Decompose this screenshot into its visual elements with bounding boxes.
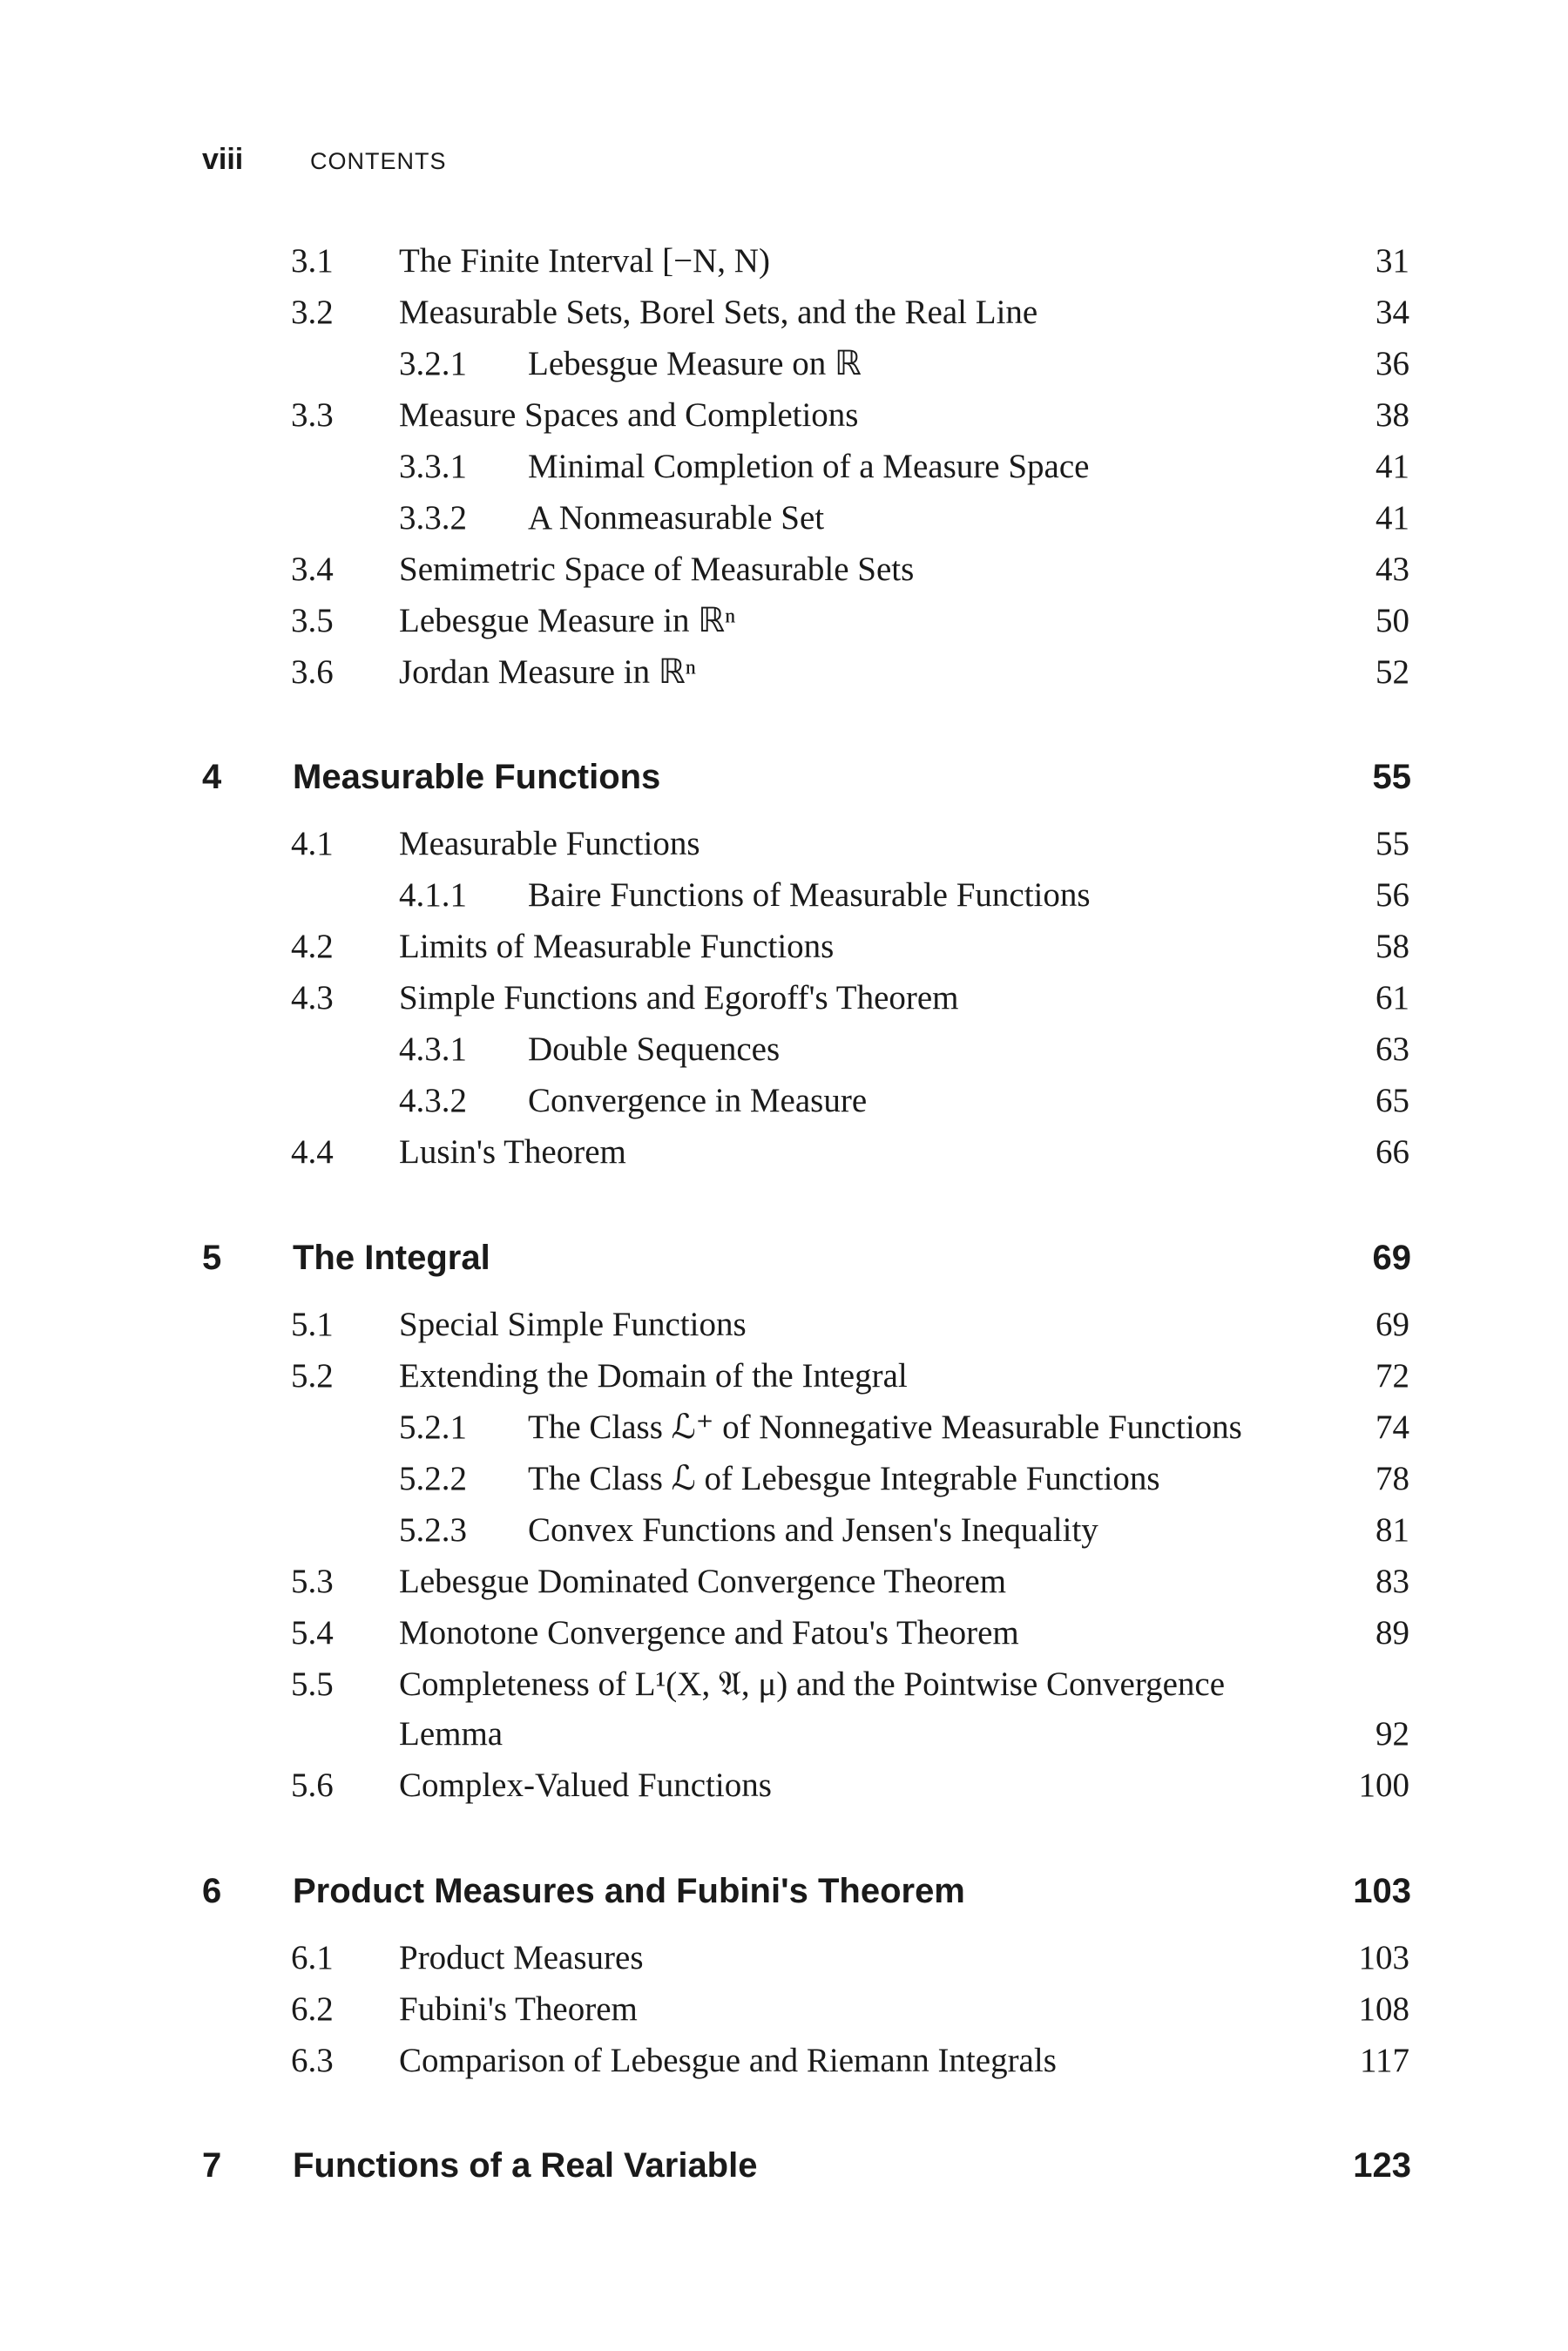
entry-number: 4.1 [291, 825, 334, 862]
entry-number: 3.3.2 [399, 499, 467, 537]
toc-entry-4-1[interactable] [291, 822, 1409, 866]
toc-entry-4-3-1[interactable] [291, 1028, 1409, 1071]
entry-title: The Finite Interval [−N, N) [399, 242, 770, 280]
toc-entry-4-3-2[interactable] [291, 1079, 1409, 1123]
entry-number: 3.6 [291, 653, 334, 691]
entry-title: Product Measures [399, 1939, 644, 1976]
entry-page: 81 [1375, 1511, 1409, 1549]
entry-page: 38 [1375, 396, 1409, 434]
entry-title: Lebesgue Measure in ℝⁿ [399, 602, 736, 639]
toc-chapter-5[interactable] [202, 1233, 1411, 1282]
chapter-page: 123 [1353, 2146, 1411, 2185]
entry-title: The Class ℒ⁺ of Nonnegative Measurable Functions [528, 1409, 1242, 1446]
toc-entry-4-4[interactable] [291, 1131, 1409, 1174]
entry-number: 4.1.1 [399, 876, 467, 914]
entry-page: 41 [1375, 448, 1409, 485]
entry-page: 52 [1375, 653, 1409, 691]
entry-title: Limits of Measurable Functions [399, 928, 835, 965]
chapter-title: Product Measures and Fubini's Theorem [293, 1872, 965, 1910]
entry-number: 3.2 [291, 294, 334, 331]
entry-title: A Nonmeasurable Set [528, 499, 825, 537]
chapter-number: 5 [202, 1239, 222, 1277]
entry-page: 74 [1375, 1409, 1409, 1446]
toc-entry-5-2-1[interactable] [291, 1406, 1409, 1449]
entry-page: 117 [1359, 2042, 1409, 2079]
toc-entry-3-5[interactable] [291, 599, 1409, 643]
page-number: viii [202, 143, 244, 176]
entry-number: 5.6 [291, 1767, 334, 1804]
toc-chapter-4[interactable] [202, 753, 1411, 801]
entry-title: Measure Spaces and Completions [399, 396, 859, 434]
entry-number: 5.4 [291, 1614, 334, 1652]
entry-title: Complex-Valued Functions [399, 1767, 772, 1804]
toc-entry-3-3-2[interactable] [291, 497, 1409, 540]
entry-title: Simple Functions and Egoroff's Theorem [399, 979, 959, 1017]
entry-number: 6.3 [291, 2042, 334, 2079]
entry-title: Lusin's Theorem [399, 1133, 626, 1171]
toc-entry-5-4[interactable] [291, 1611, 1409, 1655]
toc-entry-6-2[interactable] [291, 1988, 1409, 2031]
entry-number: 6.1 [291, 1939, 334, 1976]
entry-page: 89 [1375, 1614, 1409, 1652]
entry-page: 66 [1375, 1133, 1409, 1171]
chapter-title: The Integral [293, 1239, 490, 1277]
toc-chapter-7[interactable] [202, 2141, 1411, 2190]
toc-entry-3-2[interactable] [291, 291, 1409, 334]
entry-page: 36 [1375, 345, 1409, 382]
entry-page: 63 [1375, 1030, 1409, 1068]
entry-title: Minimal Completion of a Measure Space [528, 448, 1090, 485]
toc-entry-5-1[interactable] [291, 1303, 1409, 1347]
entry-number: 5.1 [291, 1306, 334, 1343]
entry-title: Double Sequences [528, 1030, 781, 1068]
entry-page: 65 [1375, 1082, 1409, 1119]
entry-title: Special Simple Functions [399, 1306, 747, 1343]
entry-page: 92 [1375, 1715, 1409, 1753]
entry-number: 5.2 [291, 1357, 334, 1395]
entry-number: 5.2.3 [399, 1511, 467, 1549]
toc-entry-5-5[interactable] [291, 1663, 1409, 1706]
entry-title: Convex Functions and Jensen's Inequality [528, 1511, 1098, 1549]
entry-number: 5.2.1 [399, 1409, 467, 1446]
entry-page: 108 [1358, 1990, 1409, 2028]
entry-title: Measurable Sets, Borel Sets, and the Real Line [399, 294, 1038, 331]
entry-title: Lemma [399, 1715, 504, 1753]
entry-number: 3.3 [291, 396, 334, 434]
entry-page: 56 [1375, 876, 1409, 914]
entry-page: 58 [1375, 928, 1409, 965]
entry-title: Fubini's Theorem [399, 1990, 638, 2028]
entry-number: 4.3.2 [399, 1082, 467, 1119]
entry-number: 3.2.1 [399, 345, 467, 382]
entry-page: 43 [1375, 551, 1409, 588]
entry-page: 55 [1375, 825, 1409, 862]
entry-page: 61 [1375, 979, 1409, 1017]
toc-entry-3-6[interactable] [291, 651, 1409, 694]
entry-number: 5.3 [291, 1563, 334, 1600]
toc-entry-5-2-3[interactable] [291, 1509, 1409, 1552]
entry-number: 4.2 [291, 928, 334, 965]
entry-title: Monotone Convergence and Fatou's Theorem [399, 1614, 1019, 1652]
entry-page: 31 [1375, 242, 1409, 280]
toc-entry-3-2-1[interactable] [291, 342, 1409, 386]
toc-entry-4-1-1[interactable] [291, 874, 1409, 917]
entry-page: 72 [1375, 1357, 1409, 1395]
entry-number: 4.3.1 [399, 1030, 467, 1068]
toc-entry-5-2[interactable] [291, 1355, 1409, 1398]
entry-number: 3.1 [291, 242, 334, 280]
entry-number: 3.3.1 [399, 448, 467, 485]
entry-number: 5.5 [291, 1665, 334, 1703]
chapter-page: 69 [1372, 1239, 1411, 1277]
toc-entry-5-2-2[interactable] [291, 1457, 1409, 1501]
chapter-page: 55 [1372, 758, 1411, 796]
toc-entry-3-4[interactable] [291, 548, 1409, 591]
entry-page: 83 [1375, 1563, 1409, 1600]
entry-page: 103 [1358, 1939, 1409, 1976]
toc-entry-5-5-continuation[interactable] [291, 1713, 1409, 1756]
toc-entry-3-3-1[interactable] [291, 445, 1409, 489]
entry-title: Completeness of L¹(X, 𝔄, μ) and the Pointwise Convergence [399, 1665, 1226, 1703]
toc-entry-4-2[interactable] [291, 925, 1409, 969]
entry-title: Comparison of Lebesgue and Riemann Integrals [399, 2042, 1057, 2079]
toc-entry-6-1[interactable] [291, 1936, 1409, 1980]
entry-number: 3.4 [291, 551, 334, 588]
chapter-number: 6 [202, 1872, 222, 1910]
entry-page: 100 [1358, 1767, 1409, 1804]
entry-number: 4.4 [291, 1133, 334, 1171]
toc-entry-5-6[interactable] [291, 1764, 1409, 1807]
entry-title: Jordan Measure in ℝⁿ [399, 653, 697, 691]
entry-title: Convergence in Measure [528, 1082, 868, 1119]
chapter-title: Functions of a Real Variable [293, 2146, 758, 2185]
entry-number: 4.3 [291, 979, 334, 1017]
toc-entry-5-3[interactable] [291, 1560, 1409, 1604]
chapter-number: 4 [202, 758, 222, 796]
entry-title: Measurable Functions [399, 825, 700, 862]
chapter-title: Measurable Functions [293, 758, 661, 796]
entry-title: Baire Functions of Measurable Functions [528, 876, 1091, 914]
entry-page: 50 [1375, 602, 1409, 639]
entry-page: 41 [1375, 499, 1409, 537]
entry-title: Semimetric Space of Measurable Sets [399, 551, 915, 588]
entry-title: Extending the Domain of the Integral [399, 1357, 908, 1395]
toc-entry-3-3[interactable] [291, 394, 1409, 437]
entry-number: 6.2 [291, 1990, 334, 2028]
toc-chapter-6[interactable] [202, 1867, 1411, 1915]
entry-title: The Class ℒ of Lebesgue Integrable Functions [528, 1460, 1160, 1497]
entry-page: 69 [1375, 1306, 1409, 1343]
toc-entry-6-3[interactable] [291, 2039, 1409, 2083]
toc-entry-4-3[interactable] [291, 976, 1409, 1020]
entry-number: 3.5 [291, 602, 334, 639]
running-title: CONTENTS [310, 148, 447, 174]
entry-title: Lebesgue Measure on ℝ [528, 345, 862, 382]
chapter-page: 103 [1353, 1872, 1411, 1910]
entry-title: Lebesgue Dominated Convergence Theorem [399, 1563, 1007, 1600]
entry-number: 5.2.2 [399, 1460, 467, 1497]
entry-page: 78 [1375, 1460, 1409, 1497]
chapter-number: 7 [202, 2146, 222, 2185]
toc-entry-3-1[interactable] [291, 240, 1409, 283]
entry-page: 34 [1375, 294, 1409, 331]
